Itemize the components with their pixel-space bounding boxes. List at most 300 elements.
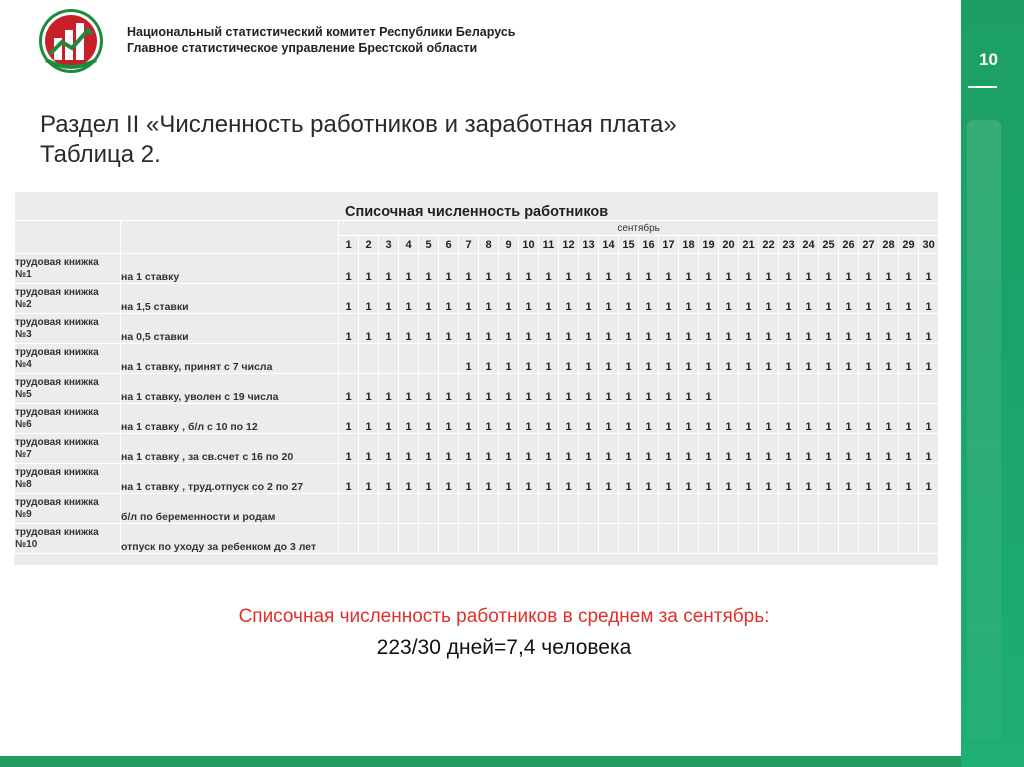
day-cell: 1	[619, 374, 639, 404]
row-label-line-1: трудовая книжка	[15, 526, 99, 538]
day-cell: 1	[639, 254, 659, 284]
day-cell	[519, 524, 539, 554]
day-cell: 1	[879, 404, 899, 434]
day-cell: 1	[799, 434, 819, 464]
day-cell: 1	[459, 314, 479, 344]
row-label-line-1: трудовая книжка	[15, 316, 99, 328]
row-description: на 1 ставку, принят с 7 числа	[121, 344, 339, 374]
day-cell: 1	[699, 314, 719, 344]
day-cell	[919, 524, 939, 554]
day-cell: 1	[639, 374, 659, 404]
row-label-line-1: трудовая книжка	[15, 406, 99, 418]
month-header: сентябрь	[339, 221, 939, 236]
day-cell	[799, 524, 819, 554]
day-cell: 1	[599, 284, 619, 314]
day-cell: 1	[339, 404, 359, 434]
day-cell: 1	[899, 284, 919, 314]
row-label-line-1: трудовая книжка	[15, 286, 99, 298]
day-header: 24	[799, 236, 819, 254]
day-header: 4	[399, 236, 419, 254]
day-cell: 1	[699, 254, 719, 284]
day-cell: 1	[679, 344, 699, 374]
day-cell: 1	[879, 344, 899, 374]
day-cell: 1	[779, 254, 799, 284]
day-cell: 1	[819, 284, 839, 314]
table-row	[15, 404, 939, 434]
day-cell	[619, 494, 639, 524]
day-cell: 1	[539, 434, 559, 464]
day-cell: 1	[399, 464, 419, 494]
day-cell: 1	[419, 284, 439, 314]
day-cell: 1	[479, 404, 499, 434]
day-cell: 1	[499, 374, 519, 404]
day-cell	[659, 524, 679, 554]
day-cell: 1	[839, 284, 859, 314]
table-row	[15, 524, 939, 554]
row-label	[15, 254, 121, 284]
org-line-1: Национальный статистический комитет Республики Беларусь	[127, 25, 516, 39]
summary-calculation: 223/30 дней=7,4 человека	[376, 636, 632, 659]
day-cell: 1	[919, 464, 939, 494]
day-header: 27	[859, 236, 879, 254]
day-cell	[339, 344, 359, 374]
day-cell: 1	[399, 284, 419, 314]
day-cell: 1	[439, 284, 459, 314]
row-label-line-1: трудовая книжка	[15, 466, 99, 478]
day-cell	[439, 524, 459, 554]
day-cell	[759, 524, 779, 554]
org-line-2: Главное статистическое управление Брестской области	[127, 41, 478, 55]
day-cell: 1	[439, 374, 459, 404]
day-cell	[759, 374, 779, 404]
day-cell	[739, 524, 759, 554]
day-cell: 1	[359, 284, 379, 314]
day-cell: 1	[459, 404, 479, 434]
day-cell: 1	[599, 404, 619, 434]
day-cell: 1	[799, 284, 819, 314]
day-cell: 1	[399, 314, 419, 344]
day-cell: 1	[379, 254, 399, 284]
day-cell: 1	[519, 344, 539, 374]
day-cell	[359, 524, 379, 554]
day-cell: 1	[799, 404, 819, 434]
row-label-line-2: №8	[15, 478, 32, 490]
day-cell: 1	[399, 434, 419, 464]
day-cell: 1	[519, 284, 539, 314]
day-cell: 1	[419, 254, 439, 284]
day-cell: 1	[439, 314, 459, 344]
day-cell	[879, 494, 899, 524]
day-header: 2	[359, 236, 379, 254]
day-cell: 1	[499, 284, 519, 314]
day-cell: 1	[699, 464, 719, 494]
day-header: 14	[599, 236, 619, 254]
day-cell: 1	[459, 374, 479, 404]
day-cell: 1	[679, 434, 699, 464]
day-cell: 1	[679, 374, 699, 404]
day-cell: 1	[839, 404, 859, 434]
bottom-accent-bar	[0, 756, 961, 767]
day-cell	[799, 494, 819, 524]
day-header: 3	[379, 236, 399, 254]
day-cell	[519, 494, 539, 524]
day-header: 26	[839, 236, 859, 254]
day-cell: 1	[839, 464, 859, 494]
day-cell: 1	[539, 374, 559, 404]
day-cell: 1	[919, 344, 939, 374]
day-cell: 1	[819, 464, 839, 494]
day-cell	[539, 494, 559, 524]
headcount-table-container	[14, 191, 938, 565]
day-cell	[439, 344, 459, 374]
day-cell: 1	[719, 434, 739, 464]
day-cell: 1	[339, 464, 359, 494]
day-cell	[899, 494, 919, 524]
day-cell: 1	[759, 284, 779, 314]
day-cell: 1	[599, 374, 619, 404]
day-cell: 1	[679, 404, 699, 434]
day-cell: 1	[519, 464, 539, 494]
day-header: 18	[679, 236, 699, 254]
day-cell: 1	[379, 404, 399, 434]
day-cell	[639, 494, 659, 524]
row-label-line-2: №3	[15, 328, 32, 340]
day-cell: 1	[479, 374, 499, 404]
day-cell	[919, 374, 939, 404]
day-cell: 1	[679, 284, 699, 314]
day-cell	[579, 494, 599, 524]
day-cell: 1	[559, 374, 579, 404]
day-header: 13	[579, 236, 599, 254]
day-header: 10	[519, 236, 539, 254]
row-label-line-1: трудовая книжка	[15, 256, 99, 268]
day-cell: 1	[559, 284, 579, 314]
day-cell: 1	[479, 254, 499, 284]
day-cell	[659, 494, 679, 524]
row-label	[15, 464, 121, 494]
day-cell: 1	[539, 464, 559, 494]
day-header: 30	[919, 236, 939, 254]
day-cell: 1	[879, 284, 899, 314]
day-cell: 1	[679, 254, 699, 284]
day-cell: 1	[579, 464, 599, 494]
row-label-line-1: трудовая книжка	[15, 346, 99, 358]
row-label-line-2: №2	[15, 298, 32, 310]
day-cell: 1	[399, 254, 419, 284]
row-label-line-2: №6	[15, 418, 32, 430]
day-cell: 1	[719, 344, 739, 374]
day-cell: 1	[859, 434, 879, 464]
day-cell: 1	[399, 404, 419, 434]
day-header: 5	[419, 236, 439, 254]
day-cell: 1	[639, 404, 659, 434]
day-cell: 1	[899, 434, 919, 464]
day-cell: 1	[599, 314, 619, 344]
day-cell: 1	[699, 404, 719, 434]
day-header: 16	[639, 236, 659, 254]
day-cell: 1	[619, 464, 639, 494]
day-cell: 1	[599, 464, 619, 494]
day-cell: 1	[339, 284, 359, 314]
day-cell	[719, 374, 739, 404]
day-cell: 1	[339, 254, 359, 284]
day-cell: 1	[739, 284, 759, 314]
day-cell	[719, 494, 739, 524]
day-cell: 1	[819, 404, 839, 434]
day-cell: 1	[819, 344, 839, 374]
header-blank-desc	[121, 221, 339, 254]
day-cell: 1	[379, 284, 399, 314]
day-cell: 1	[799, 464, 819, 494]
day-header: 22	[759, 236, 779, 254]
day-cell: 1	[899, 344, 919, 374]
row-description: на 1 ставку	[121, 254, 339, 284]
day-header: 20	[719, 236, 739, 254]
header-blank-label	[15, 221, 121, 254]
day-cell	[919, 494, 939, 524]
day-header: 19	[699, 236, 719, 254]
day-cell	[359, 494, 379, 524]
day-cell: 1	[419, 464, 439, 494]
day-cell: 1	[359, 404, 379, 434]
table-row	[15, 254, 939, 284]
day-cell: 1	[719, 404, 739, 434]
day-cell: 1	[599, 254, 619, 284]
day-cell: 1	[859, 314, 879, 344]
day-cell: 1	[339, 374, 359, 404]
day-cell: 1	[659, 404, 679, 434]
day-cell: 1	[579, 434, 599, 464]
title-line-2: Таблица 2.	[40, 141, 161, 168]
day-cell	[779, 524, 799, 554]
day-cell: 1	[839, 434, 859, 464]
day-cell	[599, 494, 619, 524]
day-cell: 1	[899, 404, 919, 434]
day-cell: 1	[919, 404, 939, 434]
day-cell	[559, 524, 579, 554]
table-caption: Списочная численность работников	[15, 192, 939, 221]
day-cell: 1	[879, 434, 899, 464]
day-cell: 1	[759, 464, 779, 494]
day-cell: 1	[359, 314, 379, 344]
day-cell: 1	[479, 434, 499, 464]
day-header: 17	[659, 236, 679, 254]
day-cell: 1	[859, 404, 879, 434]
title-line-1: Раздел II «Численность работников и заработная плата»	[40, 111, 677, 138]
day-cell: 1	[639, 344, 659, 374]
day-cell: 1	[499, 434, 519, 464]
belstat-emblem-icon	[38, 8, 104, 74]
day-cell: 1	[659, 344, 679, 374]
day-cell: 1	[859, 284, 879, 314]
day-header: 25	[819, 236, 839, 254]
day-cell: 1	[639, 284, 659, 314]
row-label-line-2: №9	[15, 508, 32, 520]
day-cell	[399, 344, 419, 374]
day-cell	[759, 494, 779, 524]
day-header: 29	[899, 236, 919, 254]
day-cell: 1	[759, 344, 779, 374]
day-cell	[339, 524, 359, 554]
table-row	[15, 494, 939, 524]
day-cell: 1	[699, 344, 719, 374]
day-cell	[739, 374, 759, 404]
row-label	[15, 404, 121, 434]
day-cell	[579, 524, 599, 554]
day-cell: 1	[619, 344, 639, 374]
row-label	[15, 374, 121, 404]
day-cell: 1	[919, 254, 939, 284]
day-cell	[379, 344, 399, 374]
day-cell	[619, 524, 639, 554]
day-cell: 1	[539, 284, 559, 314]
day-cell: 1	[839, 344, 859, 374]
day-cell	[479, 494, 499, 524]
day-cell: 1	[719, 314, 739, 344]
day-cell: 1	[719, 254, 739, 284]
day-cell: 1	[799, 314, 819, 344]
day-cell	[379, 524, 399, 554]
day-cell	[819, 524, 839, 554]
day-cell: 1	[419, 314, 439, 344]
day-cell	[419, 494, 439, 524]
headcount-table	[14, 191, 939, 554]
row-description: на 1 ставку , за св.счет с 16 по 20	[121, 434, 339, 464]
day-header: 21	[739, 236, 759, 254]
day-header: 11	[539, 236, 559, 254]
day-cell	[499, 524, 519, 554]
day-cell: 1	[559, 404, 579, 434]
day-cell: 1	[919, 284, 939, 314]
row-label-line-1: трудовая книжка	[15, 436, 99, 448]
row-label	[15, 524, 121, 554]
day-cell	[399, 494, 419, 524]
day-cell: 1	[519, 434, 539, 464]
day-cell: 1	[559, 314, 579, 344]
day-cell	[499, 494, 519, 524]
day-cell: 1	[599, 344, 619, 374]
day-cell: 1	[499, 314, 519, 344]
day-cell	[819, 374, 839, 404]
day-cell: 1	[799, 344, 819, 374]
day-cell	[459, 494, 479, 524]
row-description: на 0,5 ставки	[121, 314, 339, 344]
table-row	[15, 434, 939, 464]
day-cell: 1	[479, 344, 499, 374]
day-cell: 1	[579, 404, 599, 434]
day-cell: 1	[459, 464, 479, 494]
day-cell: 1	[639, 434, 659, 464]
day-cell	[639, 524, 659, 554]
slide-number: 10	[979, 50, 998, 69]
day-cell: 1	[739, 464, 759, 494]
day-cell: 1	[379, 434, 399, 464]
day-cell: 1	[579, 284, 599, 314]
row-label-line-2: №4	[15, 358, 32, 370]
day-cell: 1	[439, 464, 459, 494]
day-cell: 1	[659, 374, 679, 404]
day-cell: 1	[699, 374, 719, 404]
day-cell: 1	[459, 284, 479, 314]
day-cell: 1	[819, 314, 839, 344]
day-header: 8	[479, 236, 499, 254]
day-cell: 1	[459, 344, 479, 374]
day-cell	[859, 494, 879, 524]
day-cell: 1	[399, 374, 419, 404]
day-cell	[459, 524, 479, 554]
day-cell: 1	[899, 464, 919, 494]
row-label	[15, 344, 121, 374]
day-cell: 1	[759, 404, 779, 434]
day-cell: 1	[439, 254, 459, 284]
day-cell: 1	[559, 344, 579, 374]
day-cell: 1	[839, 254, 859, 284]
day-cell: 1	[379, 314, 399, 344]
day-cell: 1	[599, 434, 619, 464]
day-cell: 1	[479, 284, 499, 314]
row-label-line-1: трудовая книжка	[15, 376, 99, 388]
day-cell	[359, 344, 379, 374]
day-cell: 1	[859, 254, 879, 284]
day-cell	[339, 494, 359, 524]
day-cell: 1	[899, 254, 919, 284]
day-cell	[679, 494, 699, 524]
day-cell: 1	[639, 464, 659, 494]
organization-header	[127, 24, 515, 56]
day-cell: 1	[779, 314, 799, 344]
day-cell: 1	[539, 344, 559, 374]
day-cell: 1	[539, 314, 559, 344]
day-cell: 1	[719, 464, 739, 494]
day-cell: 1	[459, 254, 479, 284]
day-cell: 1	[739, 404, 759, 434]
day-cell	[599, 524, 619, 554]
day-cell	[739, 494, 759, 524]
row-label-line-2: №7	[15, 448, 32, 460]
day-cell: 1	[519, 374, 539, 404]
row-label	[15, 494, 121, 524]
day-cell	[879, 374, 899, 404]
row-label-line-1: трудовая книжка	[15, 496, 99, 508]
day-cell: 1	[759, 314, 779, 344]
day-cell: 1	[419, 374, 439, 404]
row-description: на 1 ставку, уволен с 19 числа	[121, 374, 339, 404]
day-cell: 1	[659, 254, 679, 284]
day-cell: 1	[659, 434, 679, 464]
day-cell: 1	[419, 404, 439, 434]
day-cell	[899, 374, 919, 404]
day-cell: 1	[879, 464, 899, 494]
day-cell: 1	[359, 434, 379, 464]
day-cell: 1	[539, 404, 559, 434]
day-cell: 1	[339, 434, 359, 464]
day-cell	[379, 494, 399, 524]
day-cell: 1	[819, 254, 839, 284]
row-label	[15, 314, 121, 344]
day-cell: 1	[499, 404, 519, 434]
day-cell: 1	[799, 254, 819, 284]
day-header: 23	[779, 236, 799, 254]
table-row	[15, 284, 939, 314]
day-cell	[779, 494, 799, 524]
day-cell: 1	[519, 254, 539, 284]
day-cell	[879, 524, 899, 554]
day-cell	[719, 524, 739, 554]
day-cell: 1	[839, 314, 859, 344]
day-cell: 1	[739, 434, 759, 464]
day-header: 1	[339, 236, 359, 254]
day-cell: 1	[739, 344, 759, 374]
